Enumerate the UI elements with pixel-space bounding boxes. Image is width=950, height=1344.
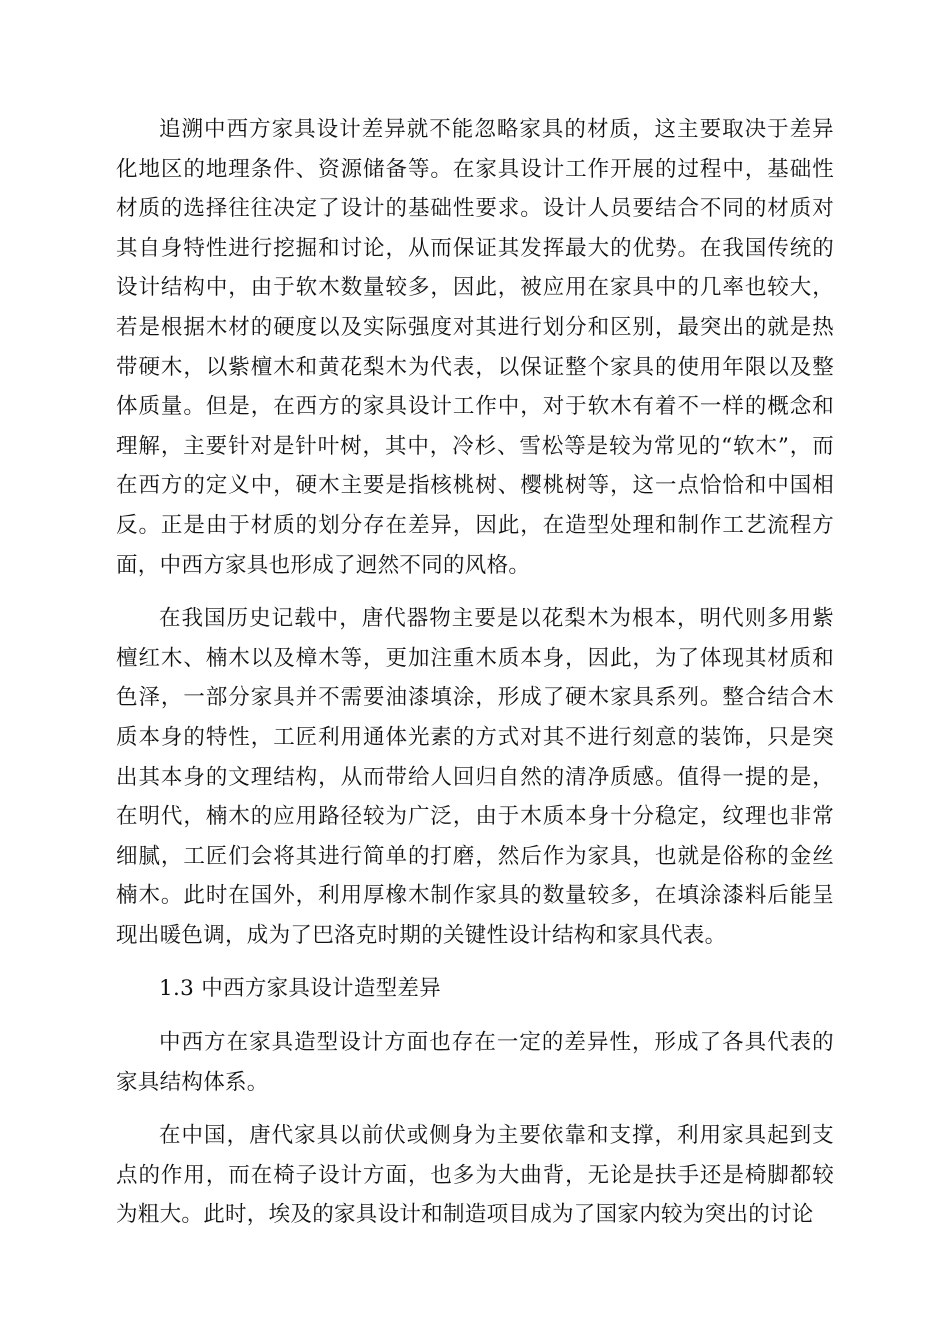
paragraph-material: 追溯中西方家具设计差异就不能忽略家具的材质，这主要取决于差异化地区的地理条件、资源储备等。在家具设计工作开展的过程中，基础性材质的选择往往决定了设计的基础性要求。设计人员要结合不同的材质对其自身特性进行挖掘和讨论，从而保证其发挥最大的优势。在我国传统的设计结构中，由于软木数量较多，因此，被应用在家具中的几率也较大，若是根据木材的硬度以及实际强度对其进行划分和区别，最突出的就是热带硬木，以紫檀木和黄花梨木为代表，以保证整个家具的使用年限以及整体质量。但是，在西方的家具设计工作中，对于软木有着不一样的概念和理解，主要针对是针叶树，其中，冷杉、雪松等是较为常见的“软木”，而在西方的定义中，硬木主要是指核桃树、樱桃树等，这一点恰恰和中国相反。正是由于材质的划分存在差异，因此，在造型处理和制作工艺流程方面，中西方家具也形成了迥然不同的风格。 [116,117,834,578]
document-body [116,110,834,1249]
paragraph-tang-furniture: 在中国，唐代家具以前伏或侧身为主要依靠和支撑，利用家具起到支点的作用，而在椅子设计方面，也多为大曲背，无论是扶手还是椅脚都较为粗大。此时，埃及的家具设计和制造项目成为了国家内较为突出的讨论 [116,1123,834,1228]
paragraph-history: 在我国历史记载中，唐代器物主要是以花梨木为根本，明代则多用紫檀红木、楠木以及樟木等，更加注重木质本身，因此，为了体现其材质和色泽，一部分家具并不需要油漆填涂，形成了硬木家具系列。整合结合木质本身的特性，工匠利用通体光素的方式对其不进行刻意的装饰，只是突出其本身的文理结构，从而带给人回归自然的清净质感。值得一提的是，在明代，楠木的应用路径较为广泛，由于木质本身十分稳定，纹理也非常细腻，工匠们会将其进行简单的打磨，然后作为家具，也就是俗称的金丝楠木。此时在国外，利用厚橡木制作家具的数量较多，在填涂漆料后能呈现出暖色调，成为了巴洛克时期的关键性设计结构和家具代表。 [116,606,834,948]
section-heading: 1.3 中西方家具设计造型差异 [159,976,442,1002]
paragraph-form-intro: 中西方在家具造型设计方面也存在一定的差异性，形成了各具代表的家具结构体系。 [116,1030,834,1095]
